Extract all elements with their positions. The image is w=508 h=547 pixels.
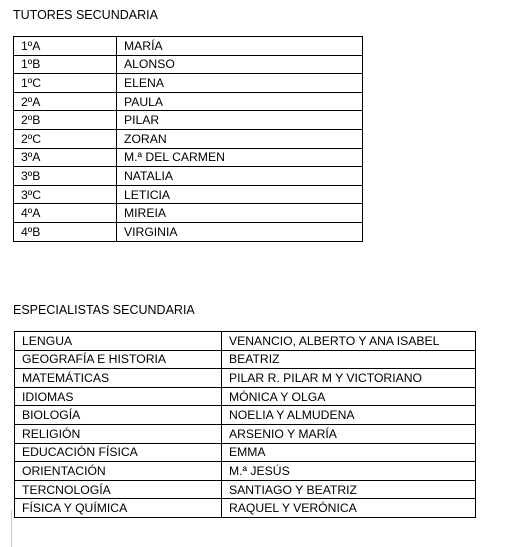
table-row	[14, 185, 363, 204]
subject-cell: MATEMÁTICAS	[15, 369, 222, 388]
table-row	[14, 74, 363, 93]
tutor-name-cell: LETICIA	[117, 185, 363, 204]
subject-cell: FÍSICA Y QUÍMICA	[15, 499, 222, 518]
specialists-table	[14, 331, 476, 518]
tutor-name-cell: MARÍA	[117, 37, 363, 56]
teachers-cell: ARSENIO Y MARÍA	[222, 424, 476, 443]
group-cell: 3ºC	[14, 185, 117, 204]
table-row	[14, 92, 363, 111]
table-row	[15, 406, 476, 425]
page-margin-line	[11, 510, 12, 547]
subject-cell: ORIENTACIÓN	[15, 462, 222, 481]
table-row	[14, 148, 363, 167]
tutors-table	[13, 36, 363, 242]
teachers-cell: MÓNICA Y OLGA	[222, 387, 476, 406]
group-cell: 1ºA	[14, 37, 117, 56]
table-row	[14, 129, 363, 148]
group-cell: 2ºC	[14, 129, 117, 148]
subject-cell: IDIOMAS	[15, 387, 222, 406]
group-cell: 3ºA	[14, 148, 117, 167]
subject-cell: BIOLOGÍA	[15, 406, 222, 425]
teachers-cell: NOELIA Y ALMUDENA	[222, 406, 476, 425]
group-cell: 4ºA	[14, 204, 117, 223]
group-cell: 3ºB	[14, 167, 117, 186]
subject-cell: TERCNOLOGÍA	[15, 480, 222, 499]
tutor-name-cell: PAULA	[117, 92, 363, 111]
table-row	[14, 111, 363, 130]
table-row	[14, 55, 363, 74]
tutor-name-cell: VIRGINIA	[117, 222, 363, 241]
tutor-name-cell: ELENA	[117, 74, 363, 93]
tutor-name-cell: NATALIA	[117, 167, 363, 186]
tutor-name-cell: M.ª DEL CARMEN	[117, 148, 363, 167]
subject-cell: RELIGIÓN	[15, 424, 222, 443]
tutor-name-cell: PILAR	[117, 111, 363, 130]
tutor-name-cell: ZORAN	[117, 129, 363, 148]
tutor-name-cell: ALONSO	[117, 55, 363, 74]
table-row	[15, 499, 476, 518]
group-cell: 4ºB	[14, 222, 117, 241]
teachers-cell: PILAR R. PILAR M Y VICTORIANO	[222, 369, 476, 388]
table-row	[15, 480, 476, 499]
teachers-cell: RAQUEL Y VERÓNICA	[222, 499, 476, 518]
specialists-heading: ESPECIALISTAS SECUNDARIA	[13, 303, 195, 317]
table-row	[14, 167, 363, 186]
subject-cell: EDUCACIÓN FÍSICA	[15, 443, 222, 462]
table-row	[14, 204, 363, 223]
table-row	[15, 424, 476, 443]
tutor-name-cell: MIREIA	[117, 204, 363, 223]
teachers-cell: VENANCIO, ALBERTO Y ANA ISABEL	[222, 332, 476, 351]
group-cell: 2ºA	[14, 92, 117, 111]
table-row	[15, 369, 476, 388]
tutors-heading: TUTORES SECUNDARIA	[13, 8, 158, 22]
group-cell: 1ºB	[14, 55, 117, 74]
table-row	[15, 443, 476, 462]
table-row	[15, 387, 476, 406]
table-row	[14, 37, 363, 56]
subject-cell: LENGUA	[15, 332, 222, 351]
subject-cell: GEOGRAFÍA E HISTORIA	[15, 350, 222, 369]
teachers-cell: SANTIAGO Y BEATRIZ	[222, 480, 476, 499]
teachers-cell: M.ª JESÚS	[222, 462, 476, 481]
group-cell: 2ºB	[14, 111, 117, 130]
teachers-cell: EMMA	[222, 443, 476, 462]
table-row	[15, 350, 476, 369]
table-row	[15, 462, 476, 481]
table-row	[14, 222, 363, 241]
teachers-cell: BEATRIZ	[222, 350, 476, 369]
table-row	[15, 332, 476, 351]
group-cell: 1ºC	[14, 74, 117, 93]
